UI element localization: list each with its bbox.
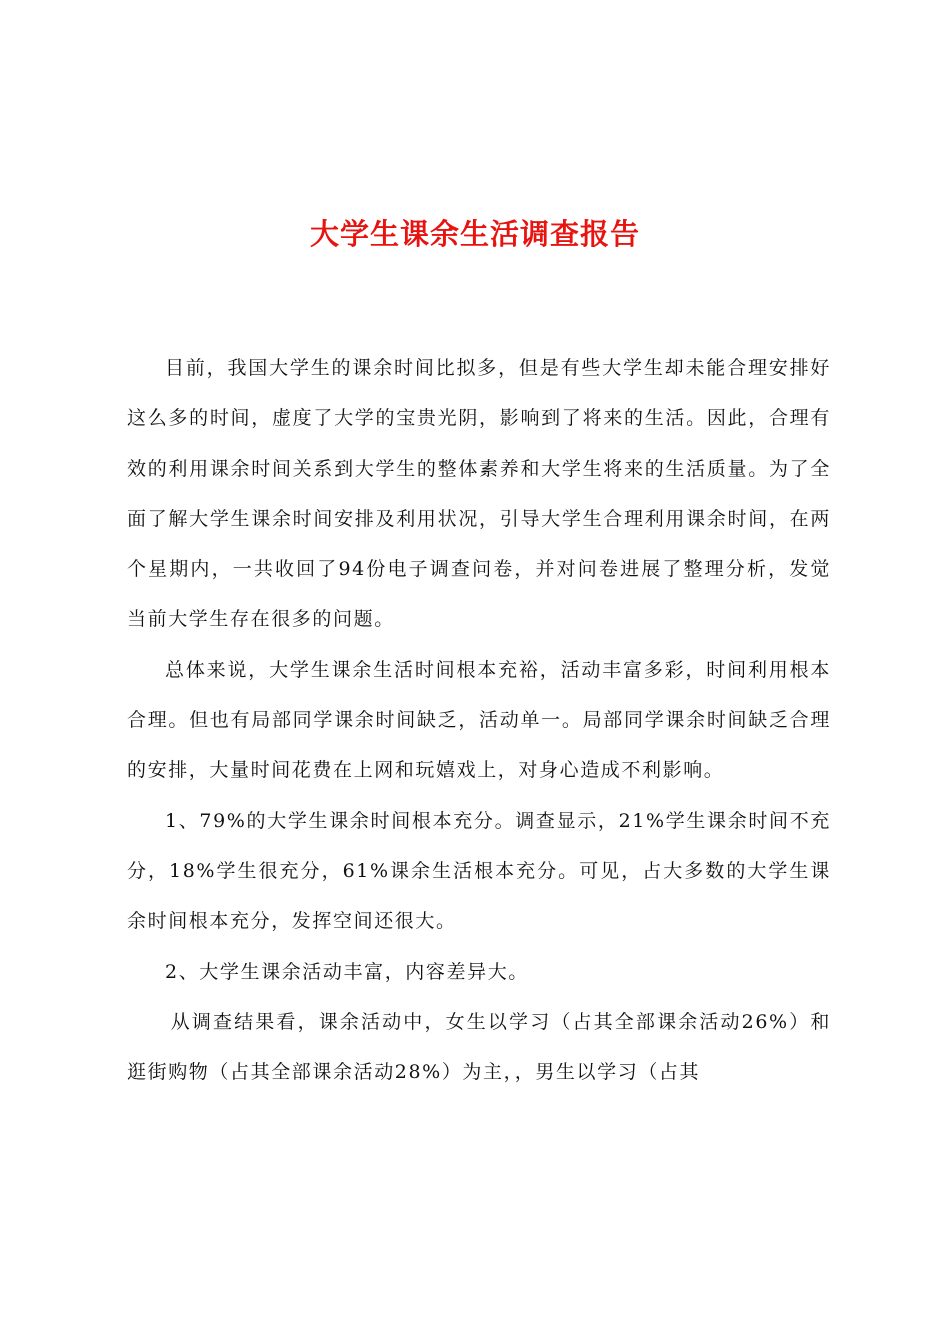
- paragraph-overview: 总体来说，大学生课余生活时间根本充裕，活动丰富多彩，时间利用根本合理。但也有局部同学课余时间缺乏，活动单一。局部同学课余时间缺乏合理的安排，大量时间花费在上网和玩嬉戏上，对身心造成不利影响。: [127, 658, 831, 782]
- paragraph-results: 从调查结果看，课余活动中，女生以学习（占其全部课余活动26%）和逛街购物（占其全部课余活动28%）为主，，男生以学习（占其: [127, 1010, 831, 1084]
- document-body: [127, 343, 831, 1097]
- paragraph-finding-2: 2、大学生课余活动丰富，内容差异大。: [165, 960, 529, 983]
- paragraph-finding-1: 1、79%的大学生课余时间根本充分。调查显示，21%学生课余时间不充分，18%学生很充分，61%课余生活根本充分。可见，占大多数的大学生课余时间根本充分，发挥空间还很大。: [127, 809, 831, 933]
- paragraph-intro: 目前，我国大学生的课余时间比拟多，但是有些大学生却未能合理安排好这么多的时间，虚度了大学的宝贵光阴，影响到了将来的生活。因此，合理有效的利用课余时间关系到大学生的整体素养和大学生将来的生活质量。为了全面了解大学生课余时间安排及利用状况，引导大学生合理利用课余时间，在两个星期内，一共收回了94份电子调查问卷，并对问卷进展了整理分析，发觉当前大学生存在很多的问题。: [127, 357, 831, 631]
- document-title: 大学生课余生活调查报告: [309, 217, 640, 251]
